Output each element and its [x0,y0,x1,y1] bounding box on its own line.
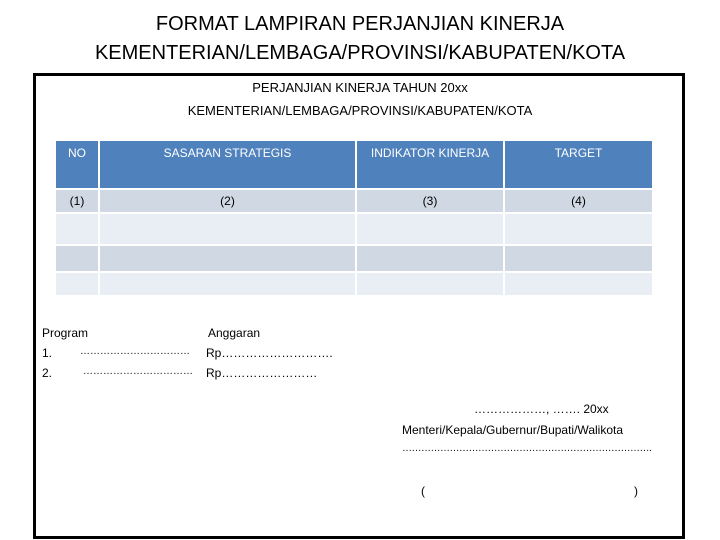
program-item-2-no: 2. [42,366,53,380]
performance-table [54,139,654,297]
signature-role: Menteri/Kepala/Gubernur/Bupati/Walikota [402,423,624,437]
program-item-2-value: …………………………… [83,366,193,377]
table-header-row [56,141,652,188]
cell [56,273,98,295]
slide-title-line-2: KEMENTERIAN/LEMBAGA/PROVINSI/KABUPATEN/KOTA [94,42,626,64]
table-row-numbering [56,190,652,212]
program-item-1-no: 1. [42,346,53,360]
cell [100,273,355,295]
table-row [56,214,652,244]
cell: (3) [357,190,503,212]
cell [357,273,503,295]
signature-place-date: ………………, ……. 20xx [474,402,609,416]
signature-paren-open: ( [421,484,425,498]
doc-heading-line-1: PERJANJIAN KINERJA TAHUN 20xx [252,80,468,95]
cell: (4) [505,190,652,212]
anggaran-item-1: Rp………………………. [206,346,333,360]
table-row [56,273,652,295]
cell: (2) [100,190,355,212]
program-label: Program [42,326,89,340]
cell [505,214,652,244]
signature-name-line: ……………………………………………………………………. [402,443,652,454]
cell [100,246,355,271]
anggaran-label: Anggaran [208,326,261,340]
cell [100,214,355,244]
program-item-1-value: …………………………… [80,346,190,357]
signature-paren-close: ) [634,484,638,498]
header-sasaran-strategis: SASARAN STRATEGIS [100,141,355,188]
slide-title-line-1: FORMAT LAMPIRAN PERJANJIAN KINERJA [155,13,565,35]
cell [357,246,503,271]
doc-heading-line-2: KEMENTERIAN/LEMBAGA/PROVINSI/KABUPATEN/KOTA [187,103,533,118]
table-row [56,246,652,271]
cell [56,246,98,271]
header-target: TARGET [505,141,652,188]
cell [56,214,98,244]
header-no: NO [56,141,98,188]
header-indikator-kinerja: INDIKATOR KINERJA [357,141,503,188]
anggaran-item-2: Rp…………………… [206,366,318,380]
cell [505,246,652,271]
cell [505,273,652,295]
cell: (1) [56,190,98,212]
cell [357,214,503,244]
